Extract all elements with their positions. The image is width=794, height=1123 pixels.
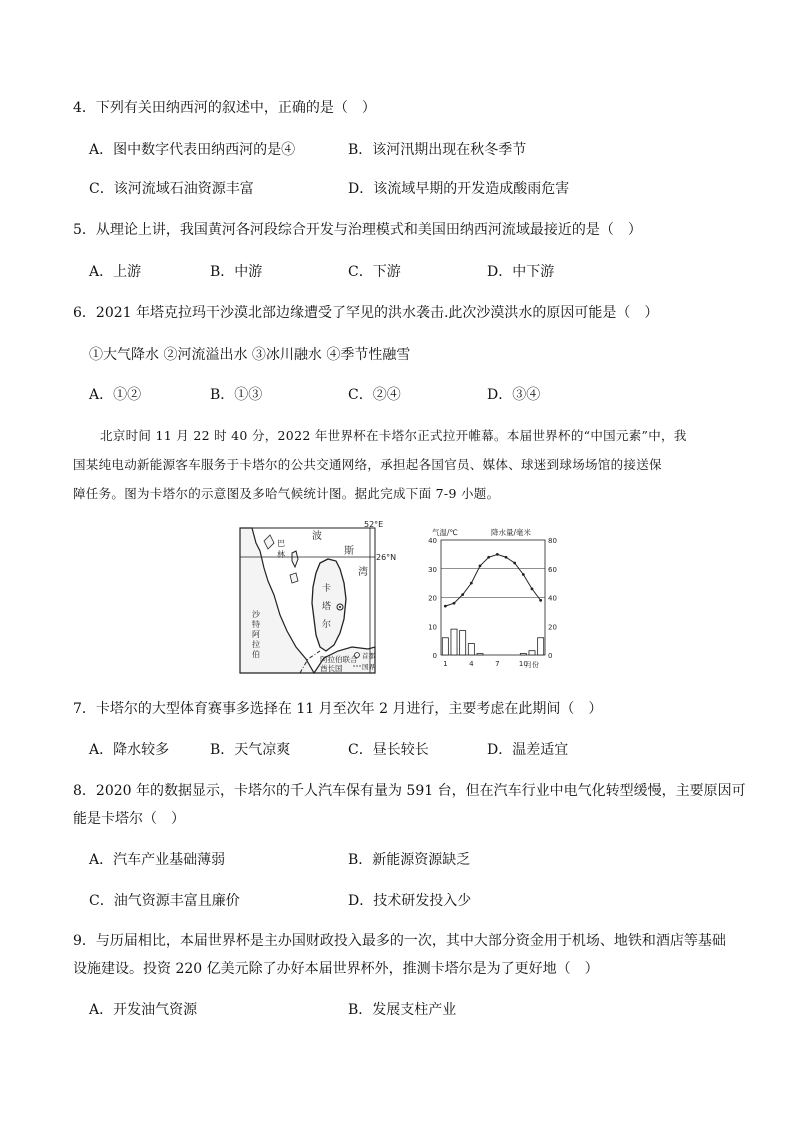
q6-option-d: D．③④: [487, 387, 541, 403]
q9-stem-line-1: 9．与历届相比，本届世界杯是主办国财政投入最多的一次，其中大部分资金用于机场、地铁和酒店等基础: [73, 933, 726, 949]
saudi-label-5: 伯: [252, 650, 260, 659]
saudi-label-1: 沙: [252, 610, 260, 619]
q7-stem: 7．卡塔尔的大型体育赛事多选择在 11 月至次年 2 月进行，主要考虑在此期间（ ）: [73, 701, 603, 717]
precip-bar: [529, 651, 535, 655]
q5-option-d: D．中下游: [487, 264, 555, 280]
y-right-tick-label: 40: [548, 594, 557, 603]
uae-label-2: 酋长国: [320, 664, 343, 673]
q5-option-a: A．上游: [89, 264, 142, 280]
q4-option-a: A．图中数字代表田纳西河的是④: [89, 142, 296, 158]
q5-stem: 5．从理论上讲，我国黄河各河段综合开发与治理模式和美国田纳西河流域最接近的是（ ）: [73, 222, 642, 238]
temperature-point: [496, 553, 499, 556]
chart-plot: [428, 537, 557, 668]
temperature-point: [461, 593, 464, 596]
temperature-point: [505, 556, 508, 559]
temperature-point: [453, 602, 456, 605]
legend-border-label: 国界: [362, 663, 375, 671]
gulf-label-3: 湾: [358, 567, 368, 578]
x-tick-label: 1: [443, 660, 448, 668]
temperature-point: [479, 564, 482, 567]
precip-bar: [460, 631, 466, 655]
qatar-label-3: 尔: [322, 620, 332, 630]
saudi-label-4: 拉: [252, 640, 260, 649]
gulf-label-1: 波: [312, 531, 322, 542]
y-left-tick-label: 30: [428, 565, 437, 574]
y-right-tick-label: 80: [548, 537, 557, 545]
figure: [240, 520, 557, 675]
temperature-point: [444, 605, 447, 608]
q6-option-b: B．①③: [210, 387, 263, 403]
y-right-axis-label: 降水量/毫米: [491, 528, 532, 537]
q8-option-c: C．油气资源丰富且廉价: [89, 893, 240, 909]
precip-bar: [468, 644, 474, 656]
q6-option-c: C．②④: [348, 387, 401, 403]
q9-stem-line-2: 设施建设。投资 220 亿美元除了办好本届世界杯外，推测卡塔尔是为了更好地（ ）: [73, 961, 599, 977]
q9-option-a: A．开发油气资源: [89, 1002, 198, 1018]
temperature-point: [531, 587, 534, 590]
saudi-label-2: 特: [252, 620, 260, 629]
temperature-point: [470, 582, 473, 585]
x-tick-label: 4: [469, 660, 474, 668]
q4-option-b: B．该河汛期出现在秋冬季节: [348, 142, 527, 158]
precip-bar: [520, 654, 526, 655]
x-axis-unit-label: 月份: [525, 661, 539, 669]
latitude-label: 26°N: [376, 553, 397, 562]
q8-option-b: B．新能源资源缺乏: [348, 852, 471, 868]
y-left-tick-label: 0: [432, 652, 437, 660]
precip-bar: [538, 638, 544, 655]
temperature-point: [487, 556, 490, 559]
x-tick-label: 7: [495, 660, 500, 668]
temperature-point: [513, 562, 516, 565]
q8-stem-line-2: 能是卡塔尔（ ）: [73, 811, 185, 827]
q6-stem: 6．2021 年塔克拉玛干沙漠北部边缘遭受了罕见的洪水袭击.此次沙漠洪水的原因可能是（ ）: [73, 305, 659, 321]
y-left-axis-label: 气温/℃: [432, 528, 458, 537]
q6-factors: ①大气降水 ②河流溢出水 ③冰川融水 ④季节性融雪: [89, 347, 411, 363]
q6-option-a: A．①②: [89, 387, 142, 403]
y-left-tick-label: 10: [428, 623, 437, 632]
y-right-tick-label: 60: [548, 565, 557, 574]
x-tick-label: 10: [518, 660, 528, 668]
q4-option-c: C．该河流域石油资源丰富: [89, 181, 254, 197]
q7-option-b: B．天气凉爽: [210, 742, 291, 758]
q8-stem-line-1: 8．2020 年的数据显示，卡塔尔的千人汽车保有量为 591 台，但在汽车行业中电气化转型缓慢，主要原因可: [73, 783, 746, 799]
bahrain-label-2: 林: [277, 550, 285, 559]
passage-line-3: 障任务。图为卡塔尔的示意图及多哈气候统计图。据此完成下面 7-9 小题。: [73, 486, 500, 501]
temperature-point: [539, 599, 542, 602]
q8-option-a: A．汽车产业基础薄弱: [89, 852, 226, 868]
y-right-tick-label: 0: [548, 652, 553, 660]
y-left-tick-label: 40: [428, 537, 437, 545]
q8-option-d: D．技术研发投入少: [348, 893, 472, 909]
climate-chart: [428, 527, 557, 669]
y-left-tick-label: 20: [428, 594, 437, 603]
y-right-tick-label: 20: [548, 623, 557, 632]
q5-option-b: B．中游: [210, 264, 263, 280]
precip-bar: [477, 654, 483, 655]
temperature-line: [445, 554, 540, 606]
precip-bar: [442, 638, 448, 655]
q7-option-d: D．温差适宜: [487, 742, 569, 758]
temperature-point: [522, 573, 525, 576]
q9-option-b: B．发展支柱产业: [348, 1002, 457, 1018]
qatar-map: [240, 520, 396, 673]
qatar-label-1: 卡: [322, 584, 332, 594]
uae-label-1: 阿拉伯联合: [320, 655, 358, 664]
longitude-label: 52°E: [364, 520, 384, 529]
q5-option-c: C．下游: [348, 264, 401, 280]
bahrain-label-1: 巴: [277, 539, 285, 548]
passage-line-1: 北京时间 11 月 22 时 40 分，2022 年世界杯在卡塔尔正式拉开帷幕。本届世界杯的“中国元素”中，我: [100, 428, 687, 443]
q4-option-d: D．该流域早期的开发造成酸雨危害: [348, 181, 570, 197]
legend-capital-label: 首都: [362, 652, 375, 660]
qatar-label-2: 塔: [322, 602, 332, 612]
precip-bar: [451, 629, 457, 655]
saudi-label-3: 阿: [252, 630, 260, 639]
capital-dot: [339, 606, 341, 608]
q7-option-c: C．昼长较长: [348, 742, 429, 758]
passage-line-2: 国某纯电动新能源客车服务于卡塔尔的公共交通网络，承担起各国官员、媒体、球迷到球场场馆的接送保: [73, 457, 662, 472]
q7-option-a: A．降水较多: [89, 742, 170, 758]
figure-svg: [240, 520, 557, 675]
q4-stem: 4．下列有关田纳西河的叙述中，正确的是（ ）: [73, 100, 376, 116]
gulf-label-2: 斯: [344, 546, 354, 557]
